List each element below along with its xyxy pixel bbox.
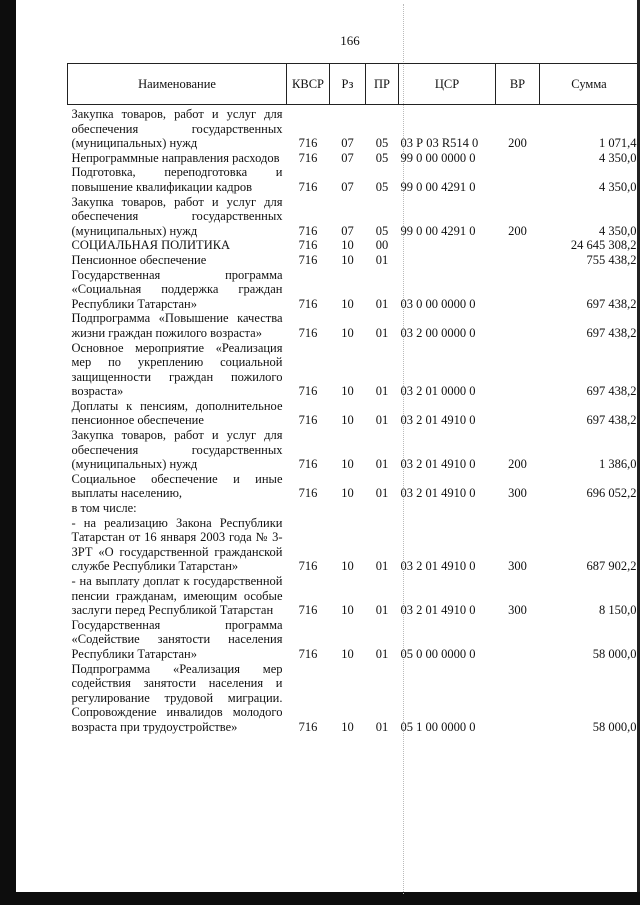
cell-vr xyxy=(496,399,540,428)
cell-csr: 03 2 01 4910 0 xyxy=(400,603,476,618)
cell-sum: 697 438,2 xyxy=(586,296,637,311)
cell-csr: 03 2 01 0000 0 xyxy=(400,384,476,399)
cell-kvsr: 716 xyxy=(298,296,318,311)
cell-rz: 10 xyxy=(341,252,354,267)
cell-vr xyxy=(496,238,540,253)
table-row xyxy=(68,195,639,239)
header-pr: ПР xyxy=(366,64,399,105)
cell-sum: 4 350,0 xyxy=(599,179,637,194)
table-row xyxy=(68,516,639,574)
cell-pr: 05 xyxy=(375,150,389,165)
cell-sum: 697 438,2 xyxy=(586,413,637,428)
cell-name: Закупка товаров, работ и услуг для обеспечения государственных (муниципальных) нужд xyxy=(71,107,283,151)
cell-vr: 300 xyxy=(508,486,527,501)
cell-kvsr: 716 xyxy=(298,252,318,267)
cell-name: Государственная программа «Содействие занятости населения Республики Татарстан» xyxy=(71,617,283,661)
cell-vr xyxy=(496,151,540,166)
cell-csr: 99 0 00 4291 0 xyxy=(400,223,476,238)
cell-rz: 10 xyxy=(341,603,354,618)
scan-border-left xyxy=(0,0,16,905)
cell-name: Непрограммные направления расходов xyxy=(71,150,280,165)
cell-kvsr: 716 xyxy=(298,457,318,472)
cell-sum: 4 350,0 xyxy=(599,223,637,238)
cell-rz: 10 xyxy=(341,384,354,399)
budget-table xyxy=(67,63,639,735)
cell-kvsr: 716 xyxy=(298,150,318,165)
table-row xyxy=(68,618,639,662)
cell-csr: 03 2 01 4910 0 xyxy=(400,486,476,501)
cell-name: Доплаты к пенсиям, дополнительное пенсионное обеспечение xyxy=(71,398,283,428)
cell-csr xyxy=(399,253,496,268)
cell-sum: 697 438,2 xyxy=(586,325,637,340)
cell-rz: 10 xyxy=(341,457,354,472)
header-name: Наименование xyxy=(68,64,287,105)
cell-name: СОЦИАЛЬНАЯ ПОЛИТИКА xyxy=(71,238,231,253)
cell-name: в том числе: xyxy=(71,501,137,516)
cell-csr: 99 0 00 4291 0 xyxy=(400,179,476,194)
cell-rz: 07 xyxy=(341,179,354,194)
cell-kvsr: 716 xyxy=(298,384,318,399)
cell-sum: 755 438,2 xyxy=(586,252,637,267)
cell-pr: 01 xyxy=(375,384,389,399)
table-row xyxy=(68,574,639,618)
cell-vr xyxy=(496,341,540,399)
cell-pr: 05 xyxy=(375,136,389,151)
cell-name: Закупка товаров, работ и услуг для обеспечения государственных (муниципальных) нужд xyxy=(71,428,283,472)
cell-vr: 200 xyxy=(508,223,527,238)
cell-kvsr: 716 xyxy=(298,223,318,238)
cell-name: Социальное обеспечение и иные выплаты населению, xyxy=(71,471,283,501)
cell-rz: 07 xyxy=(341,136,354,151)
table-body xyxy=(68,105,639,735)
cell-sum: 4 350,0 xyxy=(599,150,637,165)
cell-csr: 03 Р 03 R514 0 xyxy=(400,136,479,151)
table-row xyxy=(68,253,639,268)
cell-pr: 01 xyxy=(375,719,389,734)
cell-pr: 01 xyxy=(375,325,389,340)
cell-vr: 300 xyxy=(508,559,527,574)
cell-pr: 01 xyxy=(375,486,389,501)
cell-pr: 01 xyxy=(375,646,389,661)
cell-sum: 24 645 308,2 xyxy=(570,238,637,253)
cell-rz: 07 xyxy=(341,150,354,165)
cell-pr: 01 xyxy=(375,252,389,267)
cell-pr: 01 xyxy=(375,413,389,428)
cell-kvsr: 716 xyxy=(298,486,318,501)
cell-kvsr xyxy=(287,501,330,516)
cell-vr xyxy=(496,253,540,268)
table-row xyxy=(68,428,639,472)
cell-kvsr: 716 xyxy=(298,646,318,661)
cell-vr xyxy=(496,311,540,340)
cell-rz: 10 xyxy=(341,413,354,428)
cell-sum: 697 438,2 xyxy=(586,384,637,399)
cell-kvsr: 716 xyxy=(298,179,318,194)
cell-rz: 10 xyxy=(341,296,354,311)
cell-pr: 05 xyxy=(375,223,389,238)
cell-csr xyxy=(399,501,496,516)
header-sum: Сумма xyxy=(540,64,639,105)
cell-name: Основное мероприятие «Реализация мер по укреплению социальной защищенности граждан пожилого возраста» xyxy=(71,340,283,399)
cell-name: Подпрограмма «Повышение качества жизни граждан пожилого возраста» xyxy=(71,311,283,340)
cell-sum: 687 902,2 xyxy=(586,559,637,574)
cell-csr xyxy=(399,238,496,253)
table-row xyxy=(68,105,639,151)
cell-kvsr: 716 xyxy=(298,136,318,151)
cell-sum: 58 000,0 xyxy=(592,646,637,661)
cell-sum: 1 071,4 xyxy=(599,136,637,151)
cell-pr: 01 xyxy=(375,457,389,472)
cell-pr: 01 xyxy=(375,296,389,311)
table-row xyxy=(68,399,639,428)
cell-vr xyxy=(496,662,540,735)
header-rz: Рз xyxy=(330,64,366,105)
cell-pr xyxy=(366,501,399,516)
cell-rz xyxy=(330,501,366,516)
table-row xyxy=(68,268,639,312)
cell-vr xyxy=(496,165,540,194)
cell-csr: 03 2 01 4910 0 xyxy=(400,559,476,574)
cell-name: Государственная программа «Социальная поддержка граждан Республики Татарстан» xyxy=(71,267,283,311)
cell-name: Закупка товаров, работ и услуг для обеспечения государственных (муниципальных) нужд xyxy=(71,194,283,238)
table-row xyxy=(68,151,639,166)
cell-kvsr: 716 xyxy=(298,603,318,618)
cell-csr: 05 0 00 0000 0 xyxy=(400,646,476,661)
cell-name: - на выплату доплат к государственной пенсии гражданам, имеющим особые заслуги перед Республикой Татарстан xyxy=(71,574,283,618)
cell-rz: 10 xyxy=(341,325,354,340)
cell-csr: 03 2 01 4910 0 xyxy=(400,413,476,428)
cell-sum: 1 386,0 xyxy=(599,457,637,472)
cell-vr: 200 xyxy=(508,457,527,472)
cell-csr: 03 0 00 0000 0 xyxy=(400,296,476,311)
cell-rz: 10 xyxy=(341,238,354,253)
cell-sum: 8 150,0 xyxy=(599,603,637,618)
cell-name: Пенсионное обеспечение xyxy=(71,252,207,267)
table-row xyxy=(68,501,639,516)
cell-csr: 05 1 00 0000 0 xyxy=(400,719,476,734)
table-row xyxy=(68,662,639,735)
cell-pr: 01 xyxy=(375,603,389,618)
cell-rz: 10 xyxy=(341,486,354,501)
cell-sum: 696 052,2 xyxy=(586,486,637,501)
cell-csr: 03 2 00 0000 0 xyxy=(400,325,476,340)
header-csr: ЦСР xyxy=(399,64,496,105)
cell-sum xyxy=(540,501,639,516)
cell-rz: 10 xyxy=(341,559,354,574)
cell-name: - на реализацию Закона Республики Татарстан от 16 января 2003 года № 3-ЗРТ «О государственной гражданской службе Республики Татарстан» xyxy=(71,515,283,574)
cell-rz: 10 xyxy=(341,646,354,661)
cell-vr xyxy=(496,268,540,312)
cell-pr: 05 xyxy=(375,179,389,194)
cell-vr: 200 xyxy=(508,136,527,151)
cell-sum: 58 000,0 xyxy=(592,719,637,734)
cell-vr xyxy=(496,501,540,516)
table-row xyxy=(68,341,639,399)
scan-border-bottom xyxy=(0,892,640,905)
cell-name: Подготовка, переподготовка и повышение квалификации кадров xyxy=(71,165,283,194)
cell-vr: 300 xyxy=(508,603,527,618)
cell-vr xyxy=(496,618,540,662)
cell-kvsr: 716 xyxy=(298,238,318,253)
cell-rz: 07 xyxy=(341,223,354,238)
cell-pr: 01 xyxy=(375,559,389,574)
cell-kvsr: 716 xyxy=(298,325,318,340)
table-row xyxy=(68,472,639,501)
table-row xyxy=(68,238,639,253)
table-row xyxy=(68,311,639,340)
header-kvsr: КВСР xyxy=(287,64,330,105)
page-number: 166 xyxy=(340,33,360,48)
cell-kvsr: 716 xyxy=(298,559,318,574)
table-row xyxy=(68,165,639,194)
table-header-row xyxy=(68,64,639,105)
cell-csr: 99 0 00 0000 0 xyxy=(400,150,476,165)
cell-name: Подпрограмма «Реализация мер содействия занятости населения и регулирование трудовой миграции. Сопровождение инвалидов молодого возраста при трудоустройстве» xyxy=(71,661,283,734)
cell-pr: 00 xyxy=(375,238,389,253)
cell-csr: 03 2 01 4910 0 xyxy=(400,457,476,472)
cell-rz: 10 xyxy=(341,719,354,734)
cell-kvsr: 716 xyxy=(298,719,318,734)
cell-kvsr: 716 xyxy=(298,413,318,428)
header-vr: ВР xyxy=(496,64,540,105)
